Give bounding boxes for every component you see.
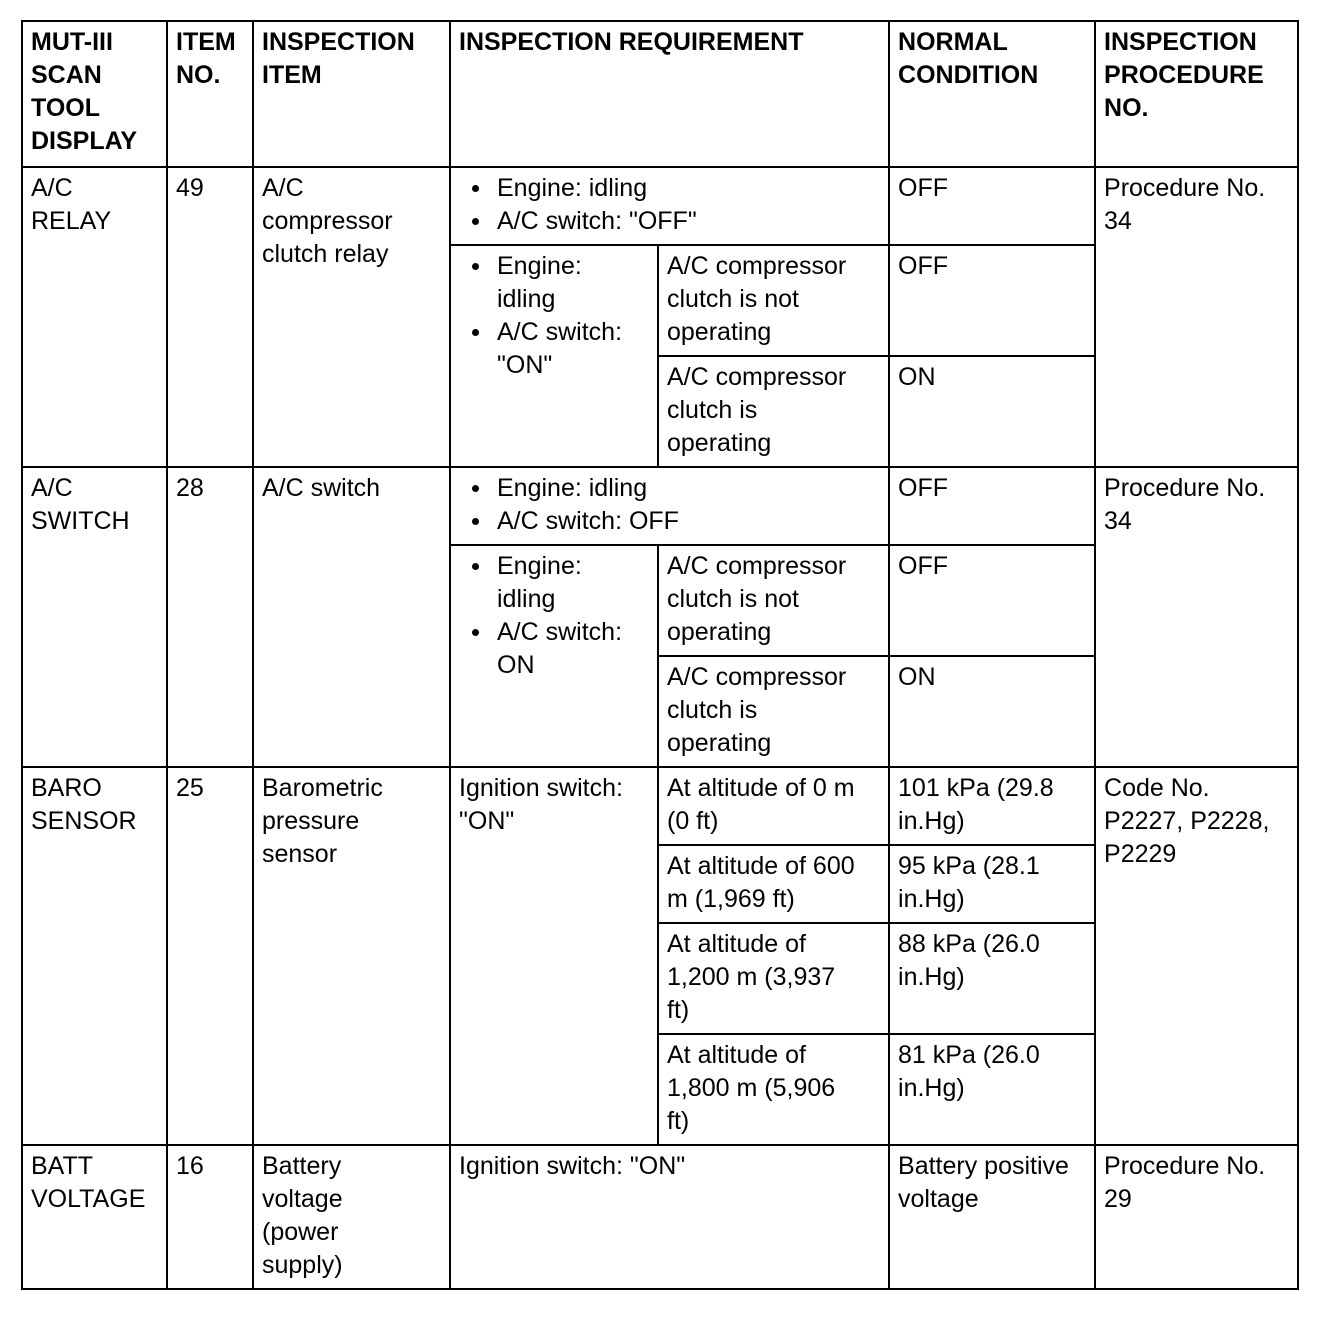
- cell-item-no: 28: [167, 467, 253, 767]
- header-inspection-procedure-no: INSPECTION PROCEDURE NO.: [1095, 21, 1298, 167]
- table-row-batt-voltage: [22, 1145, 1298, 1289]
- header-item-no: ITEM NO.: [167, 21, 253, 167]
- header-inspection-requirement: INSPECTION REQUIREMENT: [450, 21, 889, 167]
- cell-requirement: Ignition switch: "ON": [450, 1145, 889, 1289]
- requirement-list: [459, 472, 880, 538]
- header-row: [22, 21, 1298, 167]
- list-item: A/C switch: OFF: [497, 505, 880, 538]
- cell-normal-condition: 95 kPa (28.1 in.Hg): [889, 845, 1095, 923]
- header-normal-condition: NORMAL CONDITION: [889, 21, 1095, 167]
- cell-normal-condition: Battery positive voltage: [889, 1145, 1095, 1289]
- cell-item-no: 49: [167, 167, 253, 467]
- cell-normal-condition: 88 kPa (26.0 in.Hg): [889, 923, 1095, 1034]
- list-item: Engine: idling: [497, 250, 649, 316]
- cell-display: BATT VOLTAGE: [22, 1145, 167, 1289]
- cell-normal-condition: 81 kPa (26.0 in.Hg): [889, 1034, 1095, 1145]
- cell-sub-condition: At altitude of 1,200 m (3,937 ft): [658, 923, 889, 1034]
- inspection-table: [21, 20, 1299, 1290]
- cell-sub-condition: At altitude of 0 m (0 ft): [658, 767, 889, 845]
- list-item: Engine: idling: [497, 472, 880, 505]
- cell-requirement: [450, 245, 658, 467]
- cell-item-no: 16: [167, 1145, 253, 1289]
- cell-display: A/C SWITCH: [22, 467, 167, 767]
- cell-normal-condition: OFF: [889, 167, 1095, 245]
- cell-requirement: [450, 167, 889, 245]
- cell-requirement: [450, 467, 889, 545]
- requirement-list: [459, 250, 649, 382]
- cell-requirement: [450, 545, 658, 767]
- list-item: A/C switch: "OFF": [497, 205, 880, 238]
- cell-display: A/C RELAY: [22, 167, 167, 467]
- cell-normal-condition: OFF: [889, 245, 1095, 356]
- cell-requirement: Ignition switch: "ON": [450, 767, 658, 1145]
- table-row-baro-sensor: [22, 767, 1298, 845]
- cell-normal-condition: ON: [889, 356, 1095, 467]
- cell-procedure: Procedure No. 34: [1095, 167, 1298, 467]
- cell-inspection-item: Battery voltage (power supply): [253, 1145, 450, 1289]
- header-inspection-item: INSPECTION ITEM: [253, 21, 450, 167]
- cell-inspection-item: A/C compressor clutch relay: [253, 167, 450, 467]
- cell-sub-condition: A/C compressor clutch is not operating: [658, 245, 889, 356]
- cell-inspection-item: A/C switch: [253, 467, 450, 767]
- cell-sub-condition: A/C compressor clutch is not operating: [658, 545, 889, 656]
- list-item: A/C switch: "ON": [497, 316, 649, 382]
- cell-normal-condition: OFF: [889, 467, 1095, 545]
- cell-procedure: Code No. P2227, P2228, P2229: [1095, 767, 1298, 1145]
- list-item: Engine: idling: [497, 550, 649, 616]
- cell-item-no: 25: [167, 767, 253, 1145]
- header-scan-tool-display: MUT-III SCAN TOOL DISPLAY: [22, 21, 167, 167]
- cell-normal-condition: OFF: [889, 545, 1095, 656]
- list-item: A/C switch: ON: [497, 616, 649, 682]
- list-item: Engine: idling: [497, 172, 880, 205]
- cell-normal-condition: ON: [889, 656, 1095, 767]
- table-row-ac-switch: [22, 467, 1298, 545]
- cell-sub-condition: A/C compressor clutch is operating: [658, 356, 889, 467]
- table-row-ac-relay: [22, 167, 1298, 245]
- cell-normal-condition: 101 kPa (29.8 in.Hg): [889, 767, 1095, 845]
- cell-sub-condition: At altitude of 600 m (1,969 ft): [658, 845, 889, 923]
- cell-sub-condition: A/C compressor clutch is operating: [658, 656, 889, 767]
- cell-display: BARO SENSOR: [22, 767, 167, 1145]
- cell-procedure: Procedure No. 29: [1095, 1145, 1298, 1289]
- requirement-list: [459, 550, 649, 682]
- requirement-list: [459, 172, 880, 238]
- cell-inspection-item: Barometric pressure sensor: [253, 767, 450, 1145]
- cell-sub-condition: At altitude of 1,800 m (5,906 ft): [658, 1034, 889, 1145]
- cell-procedure: Procedure No. 34: [1095, 467, 1298, 767]
